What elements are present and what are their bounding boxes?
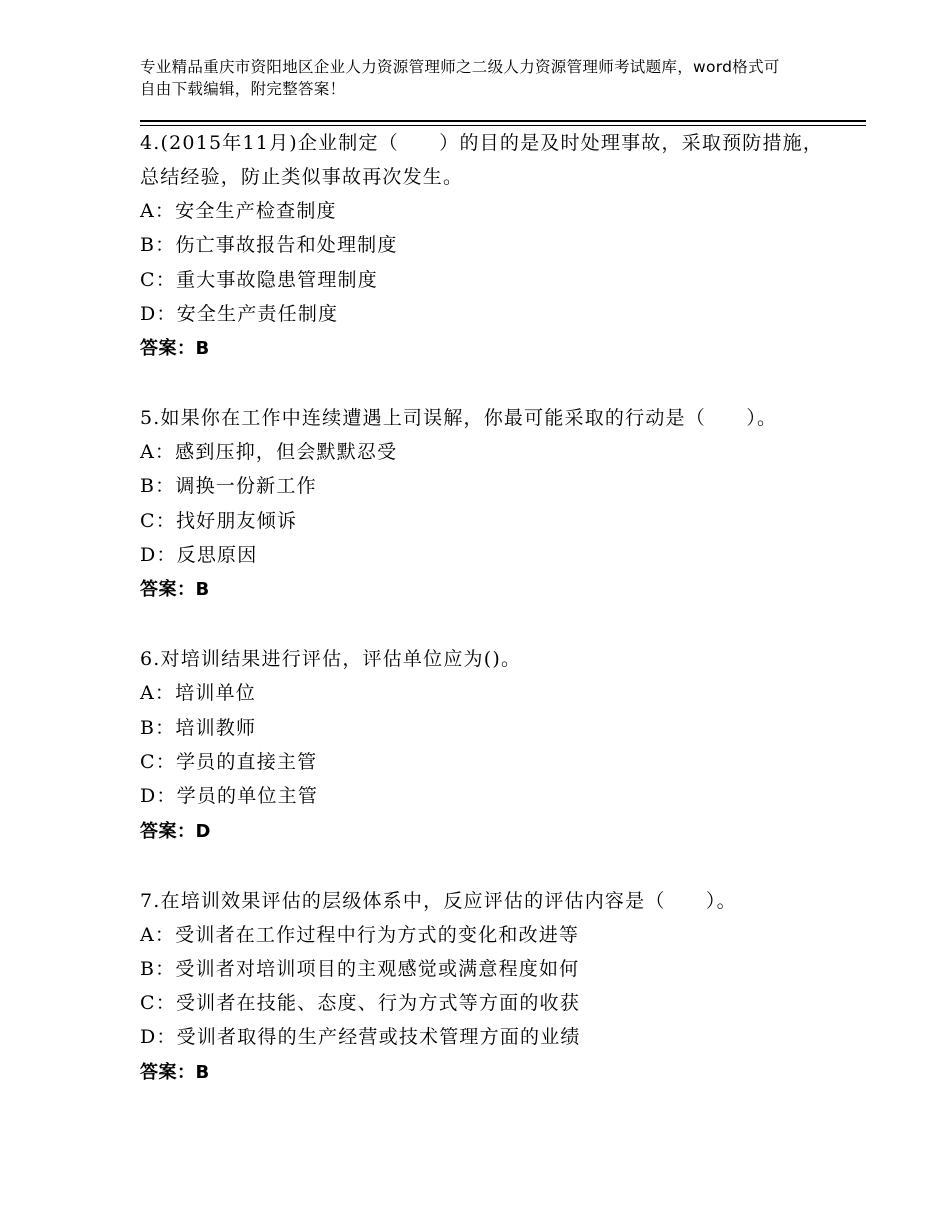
answer-label: 答案：B bbox=[140, 338, 210, 360]
option-b: B：受训者对培训项目的主观感觉或满意程度如何 bbox=[140, 957, 580, 980]
answer-label: 答案：D bbox=[140, 820, 211, 842]
option-a: A：安全生产检查制度 bbox=[140, 200, 337, 222]
answer-label: 答案：B bbox=[140, 1061, 210, 1083]
question-list bbox=[140, 126, 840, 1125]
document-header bbox=[140, 56, 780, 100]
option-c: C：学员的直接主管 bbox=[140, 750, 318, 773]
option-b: B：培训教师 bbox=[140, 716, 257, 739]
option-a: A：感到压抑，但会默默忍受 bbox=[140, 441, 398, 464]
answer-label: 答案：B bbox=[140, 579, 210, 601]
question-4 bbox=[140, 126, 840, 366]
question-stem: 4.(2015年11月)企业制定（ ）的目的是及时处理事故，采取预防措施，总结经验，防止类似事故再次发生。 bbox=[140, 132, 824, 188]
question-stem: 7.在培训效果评估的层级体系中，反应评估的评估内容是（ ）。 bbox=[140, 889, 737, 912]
option-d: D：安全生产责任制度 bbox=[140, 302, 339, 325]
option-c: C：受训者在技能、态度、行为方式等方面的收获 bbox=[140, 992, 580, 1015]
question-6 bbox=[140, 642, 840, 848]
option-a: A：培训单位 bbox=[140, 682, 256, 705]
question-stem: 6.对培训结果进行评估，评估单位应为()。 bbox=[140, 648, 522, 671]
question-7 bbox=[140, 884, 840, 1090]
option-d: D：学员的单位主管 bbox=[140, 785, 319, 808]
option-b: B：调换一份新工作 bbox=[140, 475, 317, 498]
header-rule-thick bbox=[140, 120, 866, 122]
option-c: C：重大事故隐患管理制度 bbox=[140, 268, 378, 291]
option-d: D：受训者取得的生产经营或技术管理方面的业绩 bbox=[140, 1026, 581, 1049]
option-c: C：找好朋友倾诉 bbox=[140, 509, 298, 532]
option-a: A：受训者在工作过程中行为方式的变化和改进等 bbox=[140, 923, 580, 946]
option-b: B：伤亡事故报告和处理制度 bbox=[140, 234, 398, 257]
option-d: D：反思原因 bbox=[140, 544, 258, 567]
question-stem: 5.如果你在工作中连续遭遇上司误解，你最可能采取的行动是（ ）。 bbox=[140, 407, 778, 430]
header-title: 专业精品重庆市资阳地区企业人力资源管理师之二级人力资源管理师考试题库，word格式可自由下载编辑，附完整答案！ bbox=[140, 58, 780, 98]
question-5 bbox=[140, 401, 840, 607]
